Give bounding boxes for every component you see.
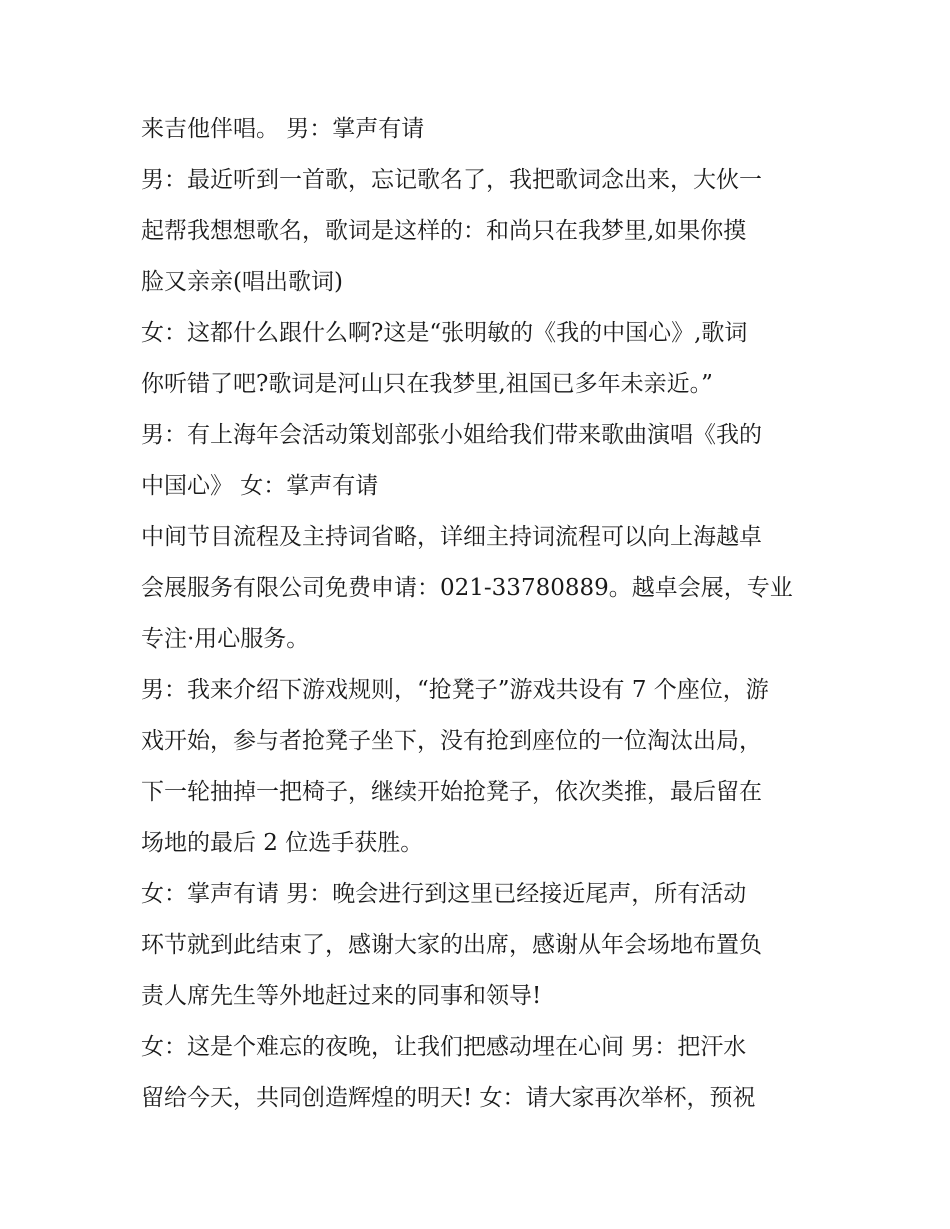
text-line-11: 专注·用心服务。 [141, 626, 310, 652]
text-line-15: 场地的最后 2 位选手获胜。 [141, 830, 424, 856]
text-line-14: 下一轮抽掉一把椅子，继续开始抢凳子，依次类推，最后留在 [141, 779, 762, 805]
text-line-16: 女：掌声有请 男：晚会进行到这里已经接近尾声，所有活动 [141, 881, 747, 907]
text-line-9: 中间节目流程及主持词省略，详细主持词流程可以向上海越卓 [141, 524, 762, 550]
text-line-3: 起帮我想想歌名，歌词是这样的：和尚只在我梦里,如果你摸 [141, 218, 747, 244]
text-line-17: 环节就到此结束了，感谢大家的出席，感谢从年会场地布置负 [141, 932, 762, 958]
text-line-10: 会展服务有限公司免费申请：021-33780889。越卓会展，专业 [141, 575, 793, 601]
text-line-7: 男：有上海年会活动策划部张小姐给我们带来歌曲演唱《我的 [141, 422, 762, 448]
text-line-1: 来吉他伴唱。 男：掌声有请 [141, 116, 425, 142]
text-line-12: 男：我来介绍下游戏规则，“抢凳子”游戏共设有 7 个座位，游 [141, 677, 769, 703]
text-line-18: 责人席先生等外地赶过来的同事和领导! [141, 983, 542, 1009]
text-line-19: 女：这是个难忘的夜晚，让我们把感动埋在心间 男：把汗水 [141, 1034, 747, 1060]
document-text-block [141, 109, 821, 1129]
text-line-8: 中国心》 女：掌声有请 [141, 473, 379, 499]
text-line-4: 脸又亲亲(唱出歌词) [141, 269, 343, 295]
text-line-5: 女：这都什么跟什么啊?这是“张明敏的《我的中国心》,歌词 [141, 320, 748, 346]
text-line-6: 你听错了吧?歌词是河山只在我梦里,祖国已多年未亲近。” [141, 371, 713, 397]
text-line-20: 留给今天，共同创造辉煌的明天! 女：请大家再次举杯，预祝 [141, 1085, 756, 1111]
text-line-13: 戏开始，参与者抢凳子坐下，没有抢到座位的一位淘汰出局， [141, 728, 762, 754]
text-line-2: 男：最近听到一首歌，忘记歌名了，我把歌词念出来，大伙一 [141, 167, 762, 193]
